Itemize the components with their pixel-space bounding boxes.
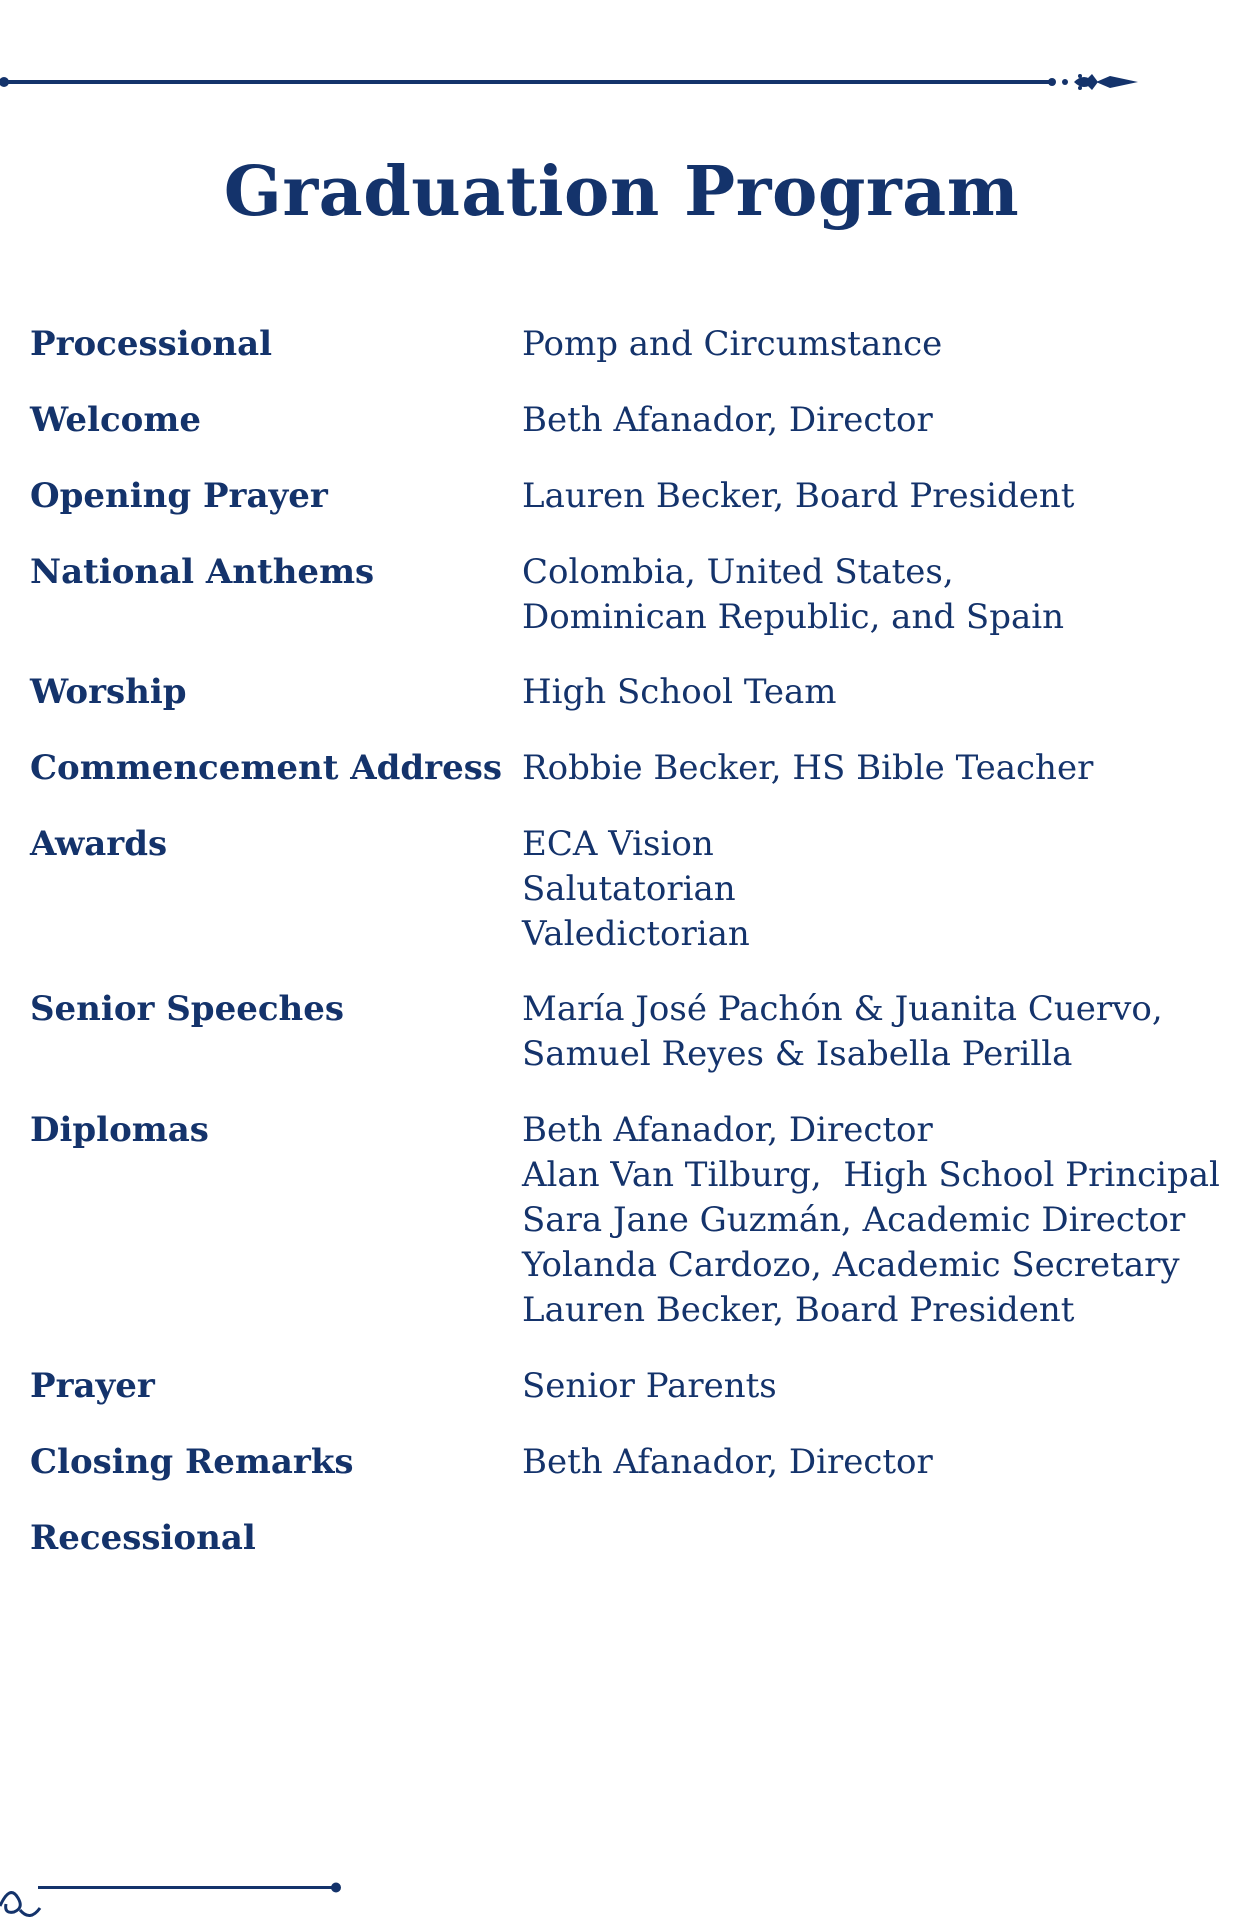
program-row-prayer	[30, 1364, 1220, 1409]
program-part: Awards	[30, 824, 168, 864]
program-part: Worship	[30, 672, 187, 712]
program-row-processional	[30, 322, 1220, 367]
program-part: Senior Speeches	[30, 989, 345, 1029]
detail-line: Beth Afanador, Director	[522, 400, 933, 440]
program-detail	[522, 987, 1220, 1077]
detail-line: Samuel Reyes & Isabella Perilla	[522, 1034, 1073, 1074]
program-row-awards	[30, 822, 1220, 957]
page-title: Graduation Program	[223, 152, 1020, 232]
detail-line: Lauren Becker, Board President	[522, 1290, 1075, 1330]
detail-line: Valedictorian	[522, 914, 750, 954]
program-part: Opening Prayer	[30, 476, 328, 516]
program-row-opening-prayer	[30, 474, 1220, 519]
program-part: Closing Remarks	[30, 1442, 354, 1482]
program-part: Commencement Address	[30, 748, 502, 788]
detail-line: Senior Parents	[522, 1366, 777, 1406]
program-detail	[522, 550, 1220, 640]
program-row-senior-speeches	[30, 987, 1220, 1077]
program-detail	[522, 1440, 1220, 1485]
program-row-recessional	[30, 1516, 1220, 1561]
detail-line: María José Pachón & Juanita Cuervo,	[522, 989, 1163, 1029]
program-detail	[522, 1108, 1220, 1333]
detail-line: Beth Afanador, Director	[522, 1110, 933, 1150]
top-flourish-rule	[0, 70, 1150, 90]
program-row-diplomas	[30, 1108, 1220, 1333]
detail-line: Sara Jane Guzmán, Academic Director	[522, 1200, 1186, 1240]
detail-line: Lauren Becker, Board President	[522, 476, 1075, 516]
detail-line: High School Team	[522, 672, 837, 712]
program-part: Processional	[30, 324, 273, 364]
program-detail	[522, 322, 1220, 367]
program-row-commencement-address	[30, 746, 1220, 791]
program-row-worship	[30, 670, 1220, 715]
detail-line: Salutatorian	[522, 869, 736, 909]
program-detail	[522, 398, 1220, 443]
program-detail	[522, 474, 1220, 519]
program-part: National Anthems	[30, 552, 375, 592]
detail-line: Robbie Becker, HS Bible Teacher	[522, 748, 1094, 788]
program-row-welcome	[30, 398, 1220, 443]
program-row-closing-remarks	[30, 1440, 1220, 1485]
program-part: Recessional	[30, 1518, 256, 1558]
detail-line: ECA Vision	[522, 824, 714, 864]
program-part: Welcome	[30, 400, 201, 440]
program-part: Diplomas	[30, 1110, 209, 1150]
detail-line: Yolanda Cardozo, Academic Secretary	[522, 1245, 1180, 1285]
program-detail	[522, 822, 1220, 957]
program-detail	[522, 1364, 1220, 1409]
program-detail	[522, 746, 1220, 791]
detail-line: Dominican Republic, and Spain	[522, 597, 1065, 637]
program-list	[30, 322, 1220, 1561]
bottom-flourish-rule	[0, 1868, 360, 1920]
detail-line: Pomp and Circumstance	[522, 324, 943, 364]
program-part: Prayer	[30, 1366, 155, 1406]
program-row-national-anthems	[30, 550, 1220, 640]
detail-line: Colombia, United States,	[522, 552, 954, 592]
program-detail	[522, 670, 1220, 715]
detail-line: Beth Afanador, Director	[522, 1442, 933, 1482]
detail-line: Alan Van Tilburg, High School Principal	[522, 1155, 1220, 1195]
